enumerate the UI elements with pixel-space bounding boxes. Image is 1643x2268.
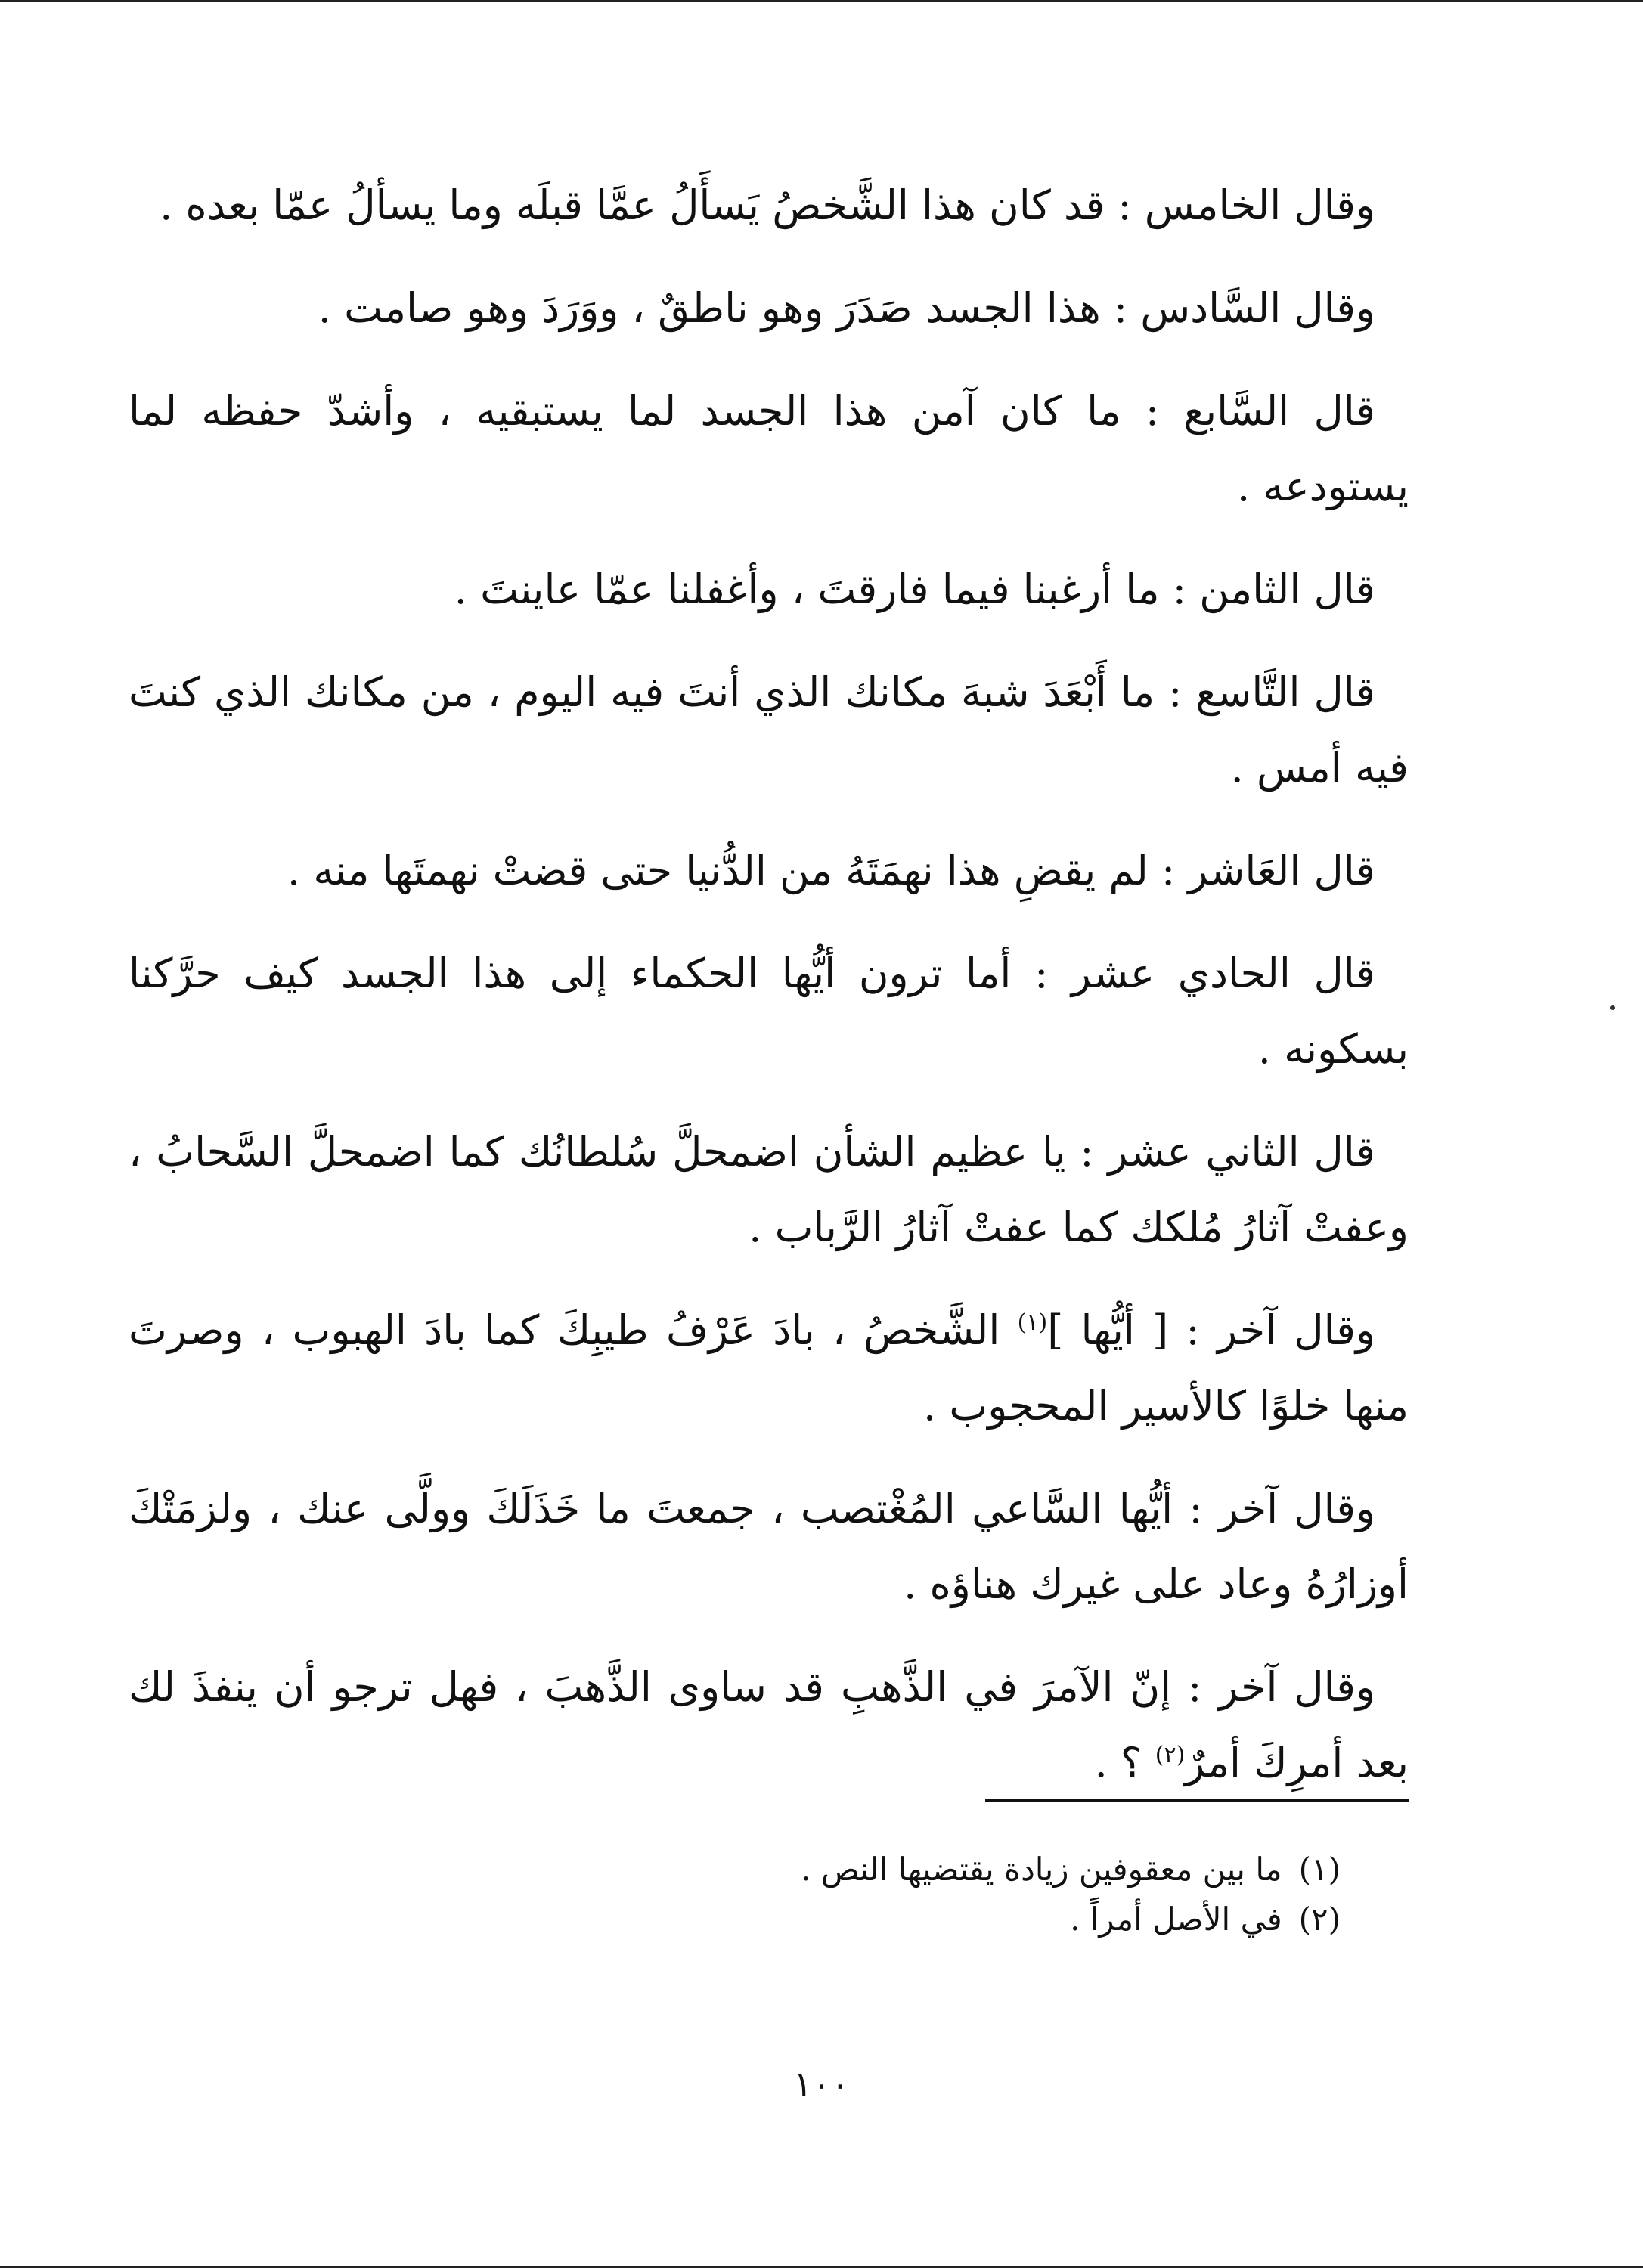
footnotes bbox=[801, 1845, 1341, 1944]
paragraph-text-end: ؟ . bbox=[1094, 1739, 1155, 1786]
paragraph: قال العَاشر : لم يقضِ هذا نهمَتَهُ من الدُّنيا حتى قضتْ نهمتَها منه . bbox=[287, 847, 1375, 894]
scan-speck bbox=[1610, 1005, 1615, 1010]
paragraph: وقال الخامس : قد كان هذا الشَّخصُ يَسأَلُ عمَّا قبلَه وما يسألُ عمّا بعده . bbox=[160, 181, 1375, 229]
paragraph-text: وقال آخر : [ أيُّها ] bbox=[1047, 1306, 1376, 1354]
paragraph: قال الثامن : ما أرغبنا فيما فارقتَ ، وأغفلنا عمّا عاينتَ . bbox=[454, 565, 1375, 613]
top-scan-edge bbox=[0, 0, 1643, 2]
paragraph: وقال آخر : أيُّها السَّاعي المُغْتصب ، جمعتَ ما خَذَلَكَ وولَّى عنك ، ولزمَتْكَ أوزارُهُ وعاد على غيرك هناؤه . bbox=[129, 1485, 1409, 1608]
footnote bbox=[801, 1845, 1341, 1895]
paragraph-text: وقال آخر : إنّ الآمرَ في الذَّهبِ قد ساوى الذَّهبَ ، فهل ترجو أن ينفذَ لك بعد أمرِكَ أمرٌ bbox=[129, 1663, 1409, 1786]
paragraph: قال الحادي عشر : أما ترون أيُّها الحكماء إلى هذا الجسد كيف حرَّكنا بسكونه . bbox=[129, 950, 1409, 1073]
footnote-number: (١) bbox=[1298, 1851, 1341, 1888]
footnote-marker: (٢) bbox=[1155, 1742, 1186, 1768]
footnote bbox=[801, 1895, 1341, 1944]
page-number: ١٠٠ bbox=[793, 2064, 850, 2105]
footnote-marker: (١) bbox=[1017, 1309, 1048, 1336]
paragraph: قال السَّابع : ما كان آمن هذا الجسد لما يستبقيه ، وأشدّ حفظه لما يستودعه . bbox=[129, 387, 1409, 510]
footnote-text: ما بين معقوفين زيادة يقتضيها النص . bbox=[801, 1851, 1282, 1888]
footnote-text: في الأصل أمراً . bbox=[1070, 1901, 1282, 1938]
footnote-number: (٢) bbox=[1298, 1901, 1341, 1938]
paragraph-text-continued: الشَّخصُ ، بادَ عَرْفُ طيبِكَ كما بادَ الهبوب ، وصرتَ منها خلوًا كالأسير المحجوب . bbox=[129, 1306, 1409, 1430]
paragraph: وقال السَّادس : هذا الجسد صَدَرَ وهو ناطقٌ ، ووَرَدَ وهو صامت . bbox=[318, 284, 1375, 332]
footnote-separator bbox=[985, 1799, 1409, 1802]
main-text bbox=[129, 168, 1409, 1828]
paragraph: قال الثاني عشر : يا عظيم الشأن اضمحلَّ سُلطانُك كما اضمحلَّ السَّحابُ ، وعفتْ آثارُ مُلكك كما عفتْ آثارُ الرَّباب . bbox=[129, 1128, 1409, 1251]
paragraph: قال التَّاسع : ما أَبْعَدَ شبهَ مكانك الذي أنتَ فيه اليوم ، من مكانك الذي كنتَ فيه أمس . bbox=[129, 668, 1409, 792]
paragraph bbox=[129, 1293, 1409, 1444]
paragraph bbox=[129, 1650, 1409, 1801]
